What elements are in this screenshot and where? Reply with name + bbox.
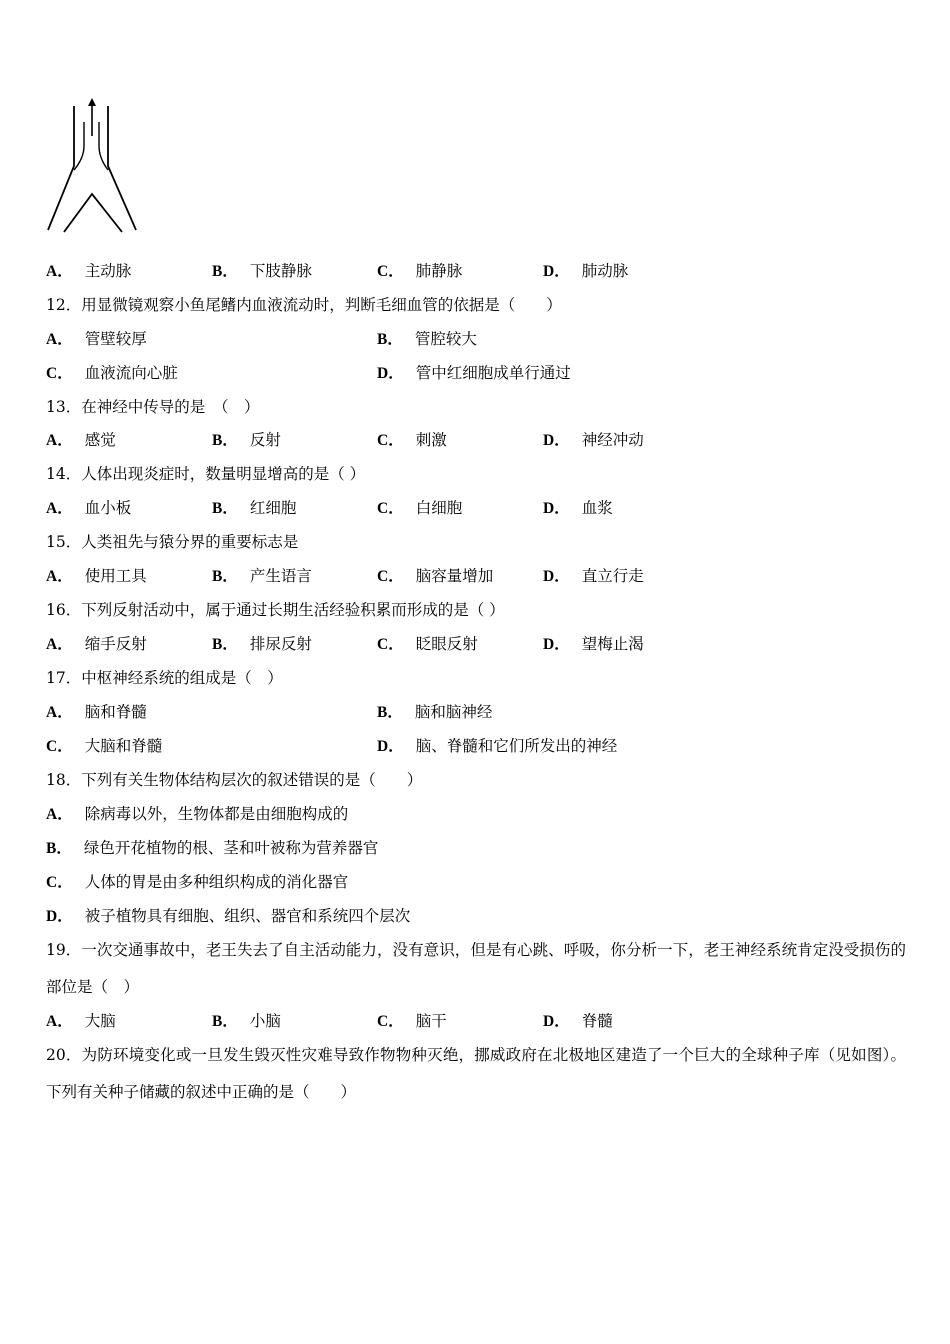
- q11-option-d: D． 肺动脉: [543, 262, 629, 280]
- vessel-inner-left: [74, 122, 84, 170]
- flow-arrow-head: [88, 98, 96, 106]
- q11-option-a: A． 主动脉: [46, 262, 132, 280]
- q12-option-c: C． 血液流向心脏: [46, 364, 178, 382]
- q16-stem: 16．下列反射活动中，属于通过长期生活经验积累而形成的是（ ）: [46, 601, 505, 619]
- q19-option-d: D． 脊髓: [543, 1012, 613, 1030]
- q14-option-b: B． 红细胞: [212, 499, 297, 517]
- q13-option-b: B． 反射: [212, 431, 281, 449]
- q13-option-d: D． 神经冲动: [543, 431, 644, 449]
- q18-option-c: C． 人体的胃是由多种组织构成的消化器官: [46, 873, 349, 891]
- q14-option-d: D． 血浆: [543, 499, 613, 517]
- q18-option-a: A． 除病毒以外，生物体都是由细胞构成的: [46, 805, 349, 823]
- q13-option-a: A． 感觉: [46, 431, 116, 449]
- q15-option-a: A． 使用工具: [46, 567, 147, 585]
- q16-option-b: B． 排尿反射: [212, 635, 312, 653]
- q15-option-c: C． 脑容量增加: [377, 567, 494, 585]
- q14-option-c: C． 白细胞: [377, 499, 463, 517]
- q17-option-a: A． 脑和脊髓: [46, 703, 147, 721]
- q13-stem: 13．在神经中传导的是 （ ）: [46, 398, 260, 416]
- q16-option-a: A． 缩手反射: [46, 635, 147, 653]
- q16-option-c: C． 眨眼反射: [377, 635, 478, 653]
- q11-option-b: B． 下肢静脉: [212, 262, 312, 280]
- q15-stem: 15．人类祖先与猿分界的重要标志是: [46, 533, 299, 551]
- q18-option-d: D． 被子植物具有细胞、组织、器官和系统四个层次: [46, 907, 411, 925]
- q12-option-d: D． 管中红细胞成单行通过: [377, 364, 571, 382]
- q19-stem: 19．一次交通事故中，老王失去了自主活动能力，没有意识，但是有心跳、呼吸，你分析一下，老王神经系统肯定没受损伤的部位是（ ）: [46, 941, 906, 996]
- q17-stem: 17．中枢神经系统的组成是（ ）: [46, 669, 283, 687]
- q12-option-a: A． 管壁较厚: [46, 330, 147, 348]
- q15-option-d: D． 直立行走: [543, 567, 644, 585]
- q20-stem: 20．为防环境变化或一旦发生毁灭性灾难导致作物物种灭绝，挪威政府在北极地区建造了一个巨大的全球种子库（见如图）。下列有关种子储藏的叙述中正确的是（ ）: [46, 1046, 906, 1101]
- q18-option-b: B． 绿色开花植物的根、茎和叶被称为营养器官: [46, 839, 379, 857]
- vessel-right-wall: [108, 106, 136, 230]
- q17-option-c: C． 大脑和脊髓: [46, 737, 163, 755]
- vessel-convergence-diagram: [44, 96, 140, 236]
- q11-option-c: C． 肺静脉: [377, 262, 463, 280]
- q19-option-c: C． 脑干: [377, 1012, 447, 1030]
- q16-option-d: D． 望梅止渴: [543, 635, 644, 653]
- q15-option-b: B． 产生语言: [212, 567, 312, 585]
- q12-option-b: B． 管腔较大: [377, 330, 477, 348]
- q13-option-c: C． 刺激: [377, 431, 447, 449]
- q17-option-b: B． 脑和脑神经: [377, 703, 493, 721]
- q14-option-a: A． 血小板: [46, 499, 132, 517]
- q14-stem: 14．人体出现炎症时，数量明显增高的是（ ）: [46, 465, 366, 483]
- q19-option-a: A． 大脑: [46, 1012, 116, 1030]
- vessel-left-wall: [48, 106, 74, 230]
- q18-stem: 18．下列有关生物体结构层次的叙述错误的是（ ）: [46, 771, 423, 789]
- q17-option-d: D． 脑、脊髓和它们所发出的神经: [377, 737, 618, 755]
- vessel-inner-right: [99, 122, 108, 170]
- vessel-inner-fork: [64, 194, 122, 232]
- q19-option-b: B． 小脑: [212, 1012, 281, 1030]
- q12-stem: 12．用显微镜观察小鱼尾鳍内血液流动时，判断毛细血管的依据是（ ）: [46, 296, 562, 314]
